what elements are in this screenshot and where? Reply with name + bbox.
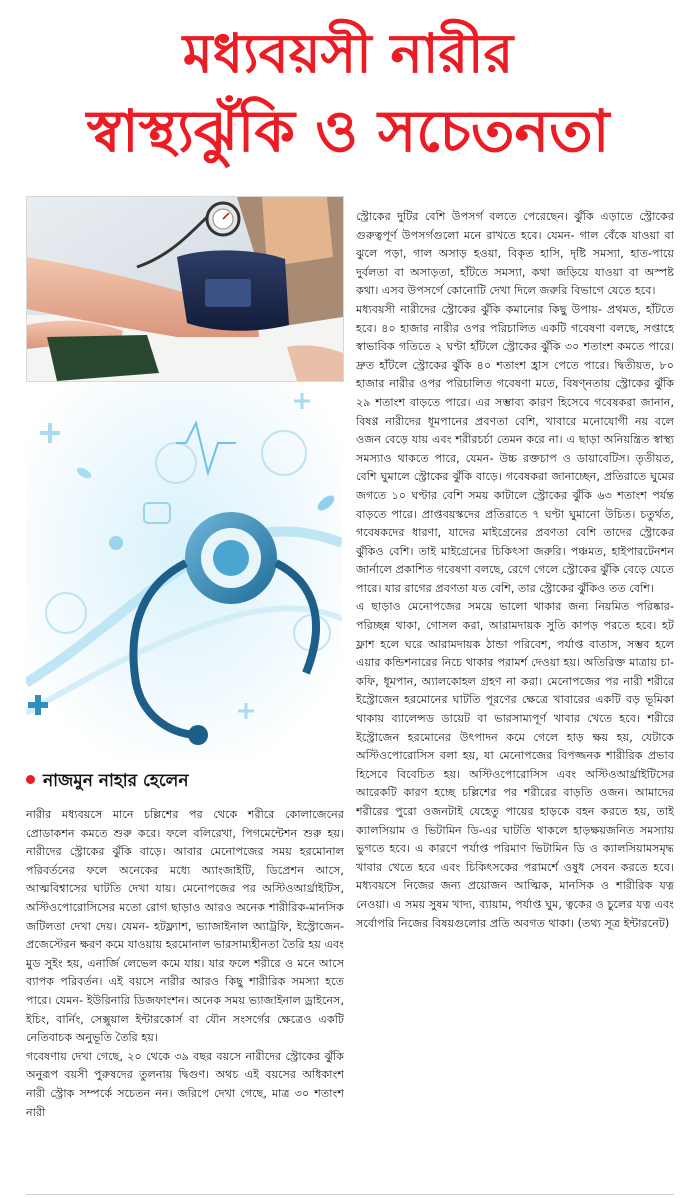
paragraph: নারীর মধ্যবয়সে মানে চল্লিশের পর থেকে শরীরে কোলাজেনের প্রোডাকশন কমতে শুরু করে। ফলে বলিরেখা, পিগমেন্টেশন শুরু হয়। নারীদের স্ট্রোকের ঝুঁকি বাড়ে। আবার মেনোপজের সময় হরমোনাল পরিবর্তনের ফলে অনেকের মধ্যে অ্যাংজাইটি, ডিপ্রেশন আসে, আত্মবিশ্বাসের ঘাটতি দেখা যায়। মেনোপজের পর অস্টিওআর্থ্রাইটিস, অস্টিওপোরোসিসের মতো রোগ ছাড়াও আরও অনেক শারীরিক-মানসিক জটিলতা দেখা দেয়। যেমন- হটফ্ল্যাশ, ভ্যাজাইনাল অ্যাট্রফি, ইস্ট্রোজেন-প্রজেস্টেরন ক্ষরণ কমে যাওয়ায় হরমোনাল ভারসাম্যহীনতা তৈরি হয় এবং মুড সুইং হয়, এনার্জি লেভেল কমে যায়। যার ফলে শরীরে ও মনে আসে ব্যাপক পরিবর্তন। এই বয়সে নারীর আরও কিছু শারীরিক সমস্যা হতে পারে। যেমন- ইউরিনারি ডিজফাংশন। অনেক সময় ভ্যাজাইনাল ড্রাইনেস, ইচিং, বার্নিং, সেক্সুয়াল ইন্টারকোর্স বা যৌন সংসর্গের ক্ষেত্রেও একটি নেতিবাচক অনুভূতি তৈরি হয়।	[26, 808, 344, 1045]
author-name: নাজমুন নাহার হেলেন	[43, 771, 189, 791]
paragraph: স্ট্রোকের দুটির বেশি উপসর্গ বলতে পেরেছেন। ঝুঁকি এড়াতে স্ট্রোকের গুরুত্বপূর্ণ উপসর্গগুলো মনে রাখতে হবে। যেমন- গাল বেঁকে যাওয়া বা ঝুলে পড়া, গাল অসাড় হওয়া, বিকৃত হাসি, দৃষ্টি সমস্যা, হাত-পায়ে দুর্বলতা বা অসাড়তা, হাঁটতে সমস্যা, কথা জড়িয়ে যাওয়া বা অস্পষ্ট কথা। এসব উপসর্গে কোনোটি দেখা দিলে জরুরি বিভাগে যেতে হবে।	[356, 210, 674, 298]
article-column-2	[356, 208, 674, 1190]
bottom-divider	[26, 1194, 674, 1195]
medical-technology-illustration	[26, 383, 342, 761]
headline-line-1: মধ্যবয়সী নারীর	[182, 22, 514, 85]
byline	[26, 770, 342, 792]
blood-pressure-photo	[26, 196, 344, 382]
paragraph: মধ্যবয়সী নারীদের স্ট্রোকের ঝুঁকি কমানোর কিছু উপায়- প্রথমত, হাঁটতে হবে। ৪০ হাজার নারীর ওপর পরিচালিত একটি গবেষণা বলছে, সপ্তাহে স্বাভাবিক গতিতে ২ ঘণ্টা হাঁটলে স্ট্রোকের ঝুঁকি ৩০ শতাংশ কমতে পারে। দ্রুত হাঁটলে স্ট্রোকের ঝুঁকি ৪০ শতাংশ হ্রাস পেতে পারে। দ্বিতীয়ত, ৮০ হাজার নারীর ওপর পরিচালিত গবেষণা মতে, বিষণ্নতায় স্ট্রোকের ঝুঁকি ২৯ শতাংশ বাড়তে পারে। এর সম্ভাব্য কারণ হিসেবে গবেষকরা জানান, বিষণ্ণ নারীদের ধূমপানের প্রবণতা বেশি, খাবারে মনোযোগী নয় বলে ওজন বেড়ে যায় এবং শরীরচর্চা তেমন করে না। এ ছাড়া অনিয়ন্ত্রিত স্বাস্থ্য সমস্যাও থাকতে পারে, যেমন- উচ্চ রক্তচাপ ও ডায়াবেটিস। তৃতীয়ত, বেশি ঘুমালে স্ট্রোকের ঝুঁকি বাড়ে। গবেষকরা জানাচ্ছেন, প্রতিরাতে ঘুমের জগতে ১০ ঘণ্টার বেশি সময় কাটালে স্ট্রোকের ঝুঁকি ৬৩ শতাংশ পর্যন্ত বাড়তে পারে। প্রাপ্তবয়স্কদের প্রতিরাতে ৭ ঘণ্টা ঘুমানো উচিত। চতুর্থত, গবেষকদের ধারণা, যাদের মাইগ্রেনের প্রবণতা বেশি তাদের স্ট্রোকের ঝুঁকিও বেশি। তাই মাইগ্রেনের চিকিৎসা জরুরি। পঞ্চমত, হাইপারটেনশন জার্নালে প্রকাশিত গবেষণা বলছে, রেগে গেলে স্ট্রোকের ঝুঁকি বেড়ে যেতে পারে। যার রাগের প্রবণতা যত বেশি, তার স্ট্রোকের ঝুঁকিও তত বেশি।	[356, 302, 674, 595]
headline	[0, 18, 696, 172]
article-column-1	[26, 806, 344, 1196]
headline-line-2: স্বাস্থ্যঝুঁকি ও সচেতনতা	[86, 97, 610, 165]
paragraph: এ ছাড়াও মেনোপজের সময়ে ভালো থাকার জন্য নিয়মিত পরিষ্কার-পরিচ্ছন্ন থাকা, গোসল করা, আরামদায়ক সুতি কাপড় পরতে হবে। হট ফ্লাশ হলে ঘরে আরামদায়ক ঠান্ডা পরিবেশ, পর্যাপ্ত বাতাস, সম্ভব হলে এয়ার কন্ডিশনারের নিচে থাকার পরামর্শ দেওয়া হয়। অতিরিক্ত মাত্রায় চা-কফি, ধূমপান, অ্যালকোহল গ্রহণ না করা। মেনোপজের পর নারী শরীরে ইস্ট্রোজেন হরমোনের ঘাটতি পূরণের ক্ষেত্রে খাবারের একটি বড় ভূমিকা থাকায় ব্যালেন্সড ডায়েট বা ভারসাম্যপূর্ণ খাবার খেতে হবে। শরীরে ইস্ট্রোজেন হরমোনের উৎপাদন কমে গেলে হাড় ক্ষয় হয়, যেটাকে অস্টিওপোরোসিস বলা হয়, যা মেনোপজের বিপজ্জনক শারীরিক প্রভাব হিসেবে বিবেচিত হয়। অস্টিওপোরোসিস এবং অস্টিওআর্থ্রাইটিসের আরেকটি কারণ হচ্ছে চল্লিশের পর শরীরের বাড়তি ওজন। আমাদের শরীরের পুরো ওজনটাই যেহেতু পায়ের হাড়কে বহন করতে হয়, তাই ক্যালসিয়াম ও ভিটামিন ডি-এর ঘাটতি থাকলে হাড়ক্ষয়জনিত সমস্যায় ভুগতে হবে। এ কারণে পর্যাপ্ত পরিমাণ ভিটামিন ডি ও ক্যালসিয়ামসমৃদ্ধ খাবার খেতে হবে এবং চিকিৎসকের পরামর্শে ওষুধ সেবন করতে হবে। মধ্যবয়সে নিজের জন্য প্রয়োজন আত্মিক, মানসিক ও শারীরিক যত্ন নেওয়া। এ সময় সুষম খাদ্য, ব্যায়াম, পর্যাপ্ত ঘুম, ত্বকের ও চুলের যত্ন এবং সর্বোপরি নিজের বিষয়গুলোর প্রতি অবগত থাকা। (তথ্য সূত্র ইন্টারনেট)	[356, 600, 674, 930]
bullet-dot-icon	[26, 775, 35, 784]
paragraph: গবেষণায় দেখা গেছে, ২০ থেকে ৩৯ বছর বয়সে নারীদের স্ট্রোকের ঝুঁকি অনুরূপ বয়সী পুরুষদের তুলনায় দ্বিগুণ। অথচ এই বয়সের অধিকাংশ নারী স্ট্রোক সম্পর্কে সচেতন নন। জরিপে দেখা গেছে, মাত্র ৩০ শতাংশ নারী	[26, 1049, 344, 1119]
